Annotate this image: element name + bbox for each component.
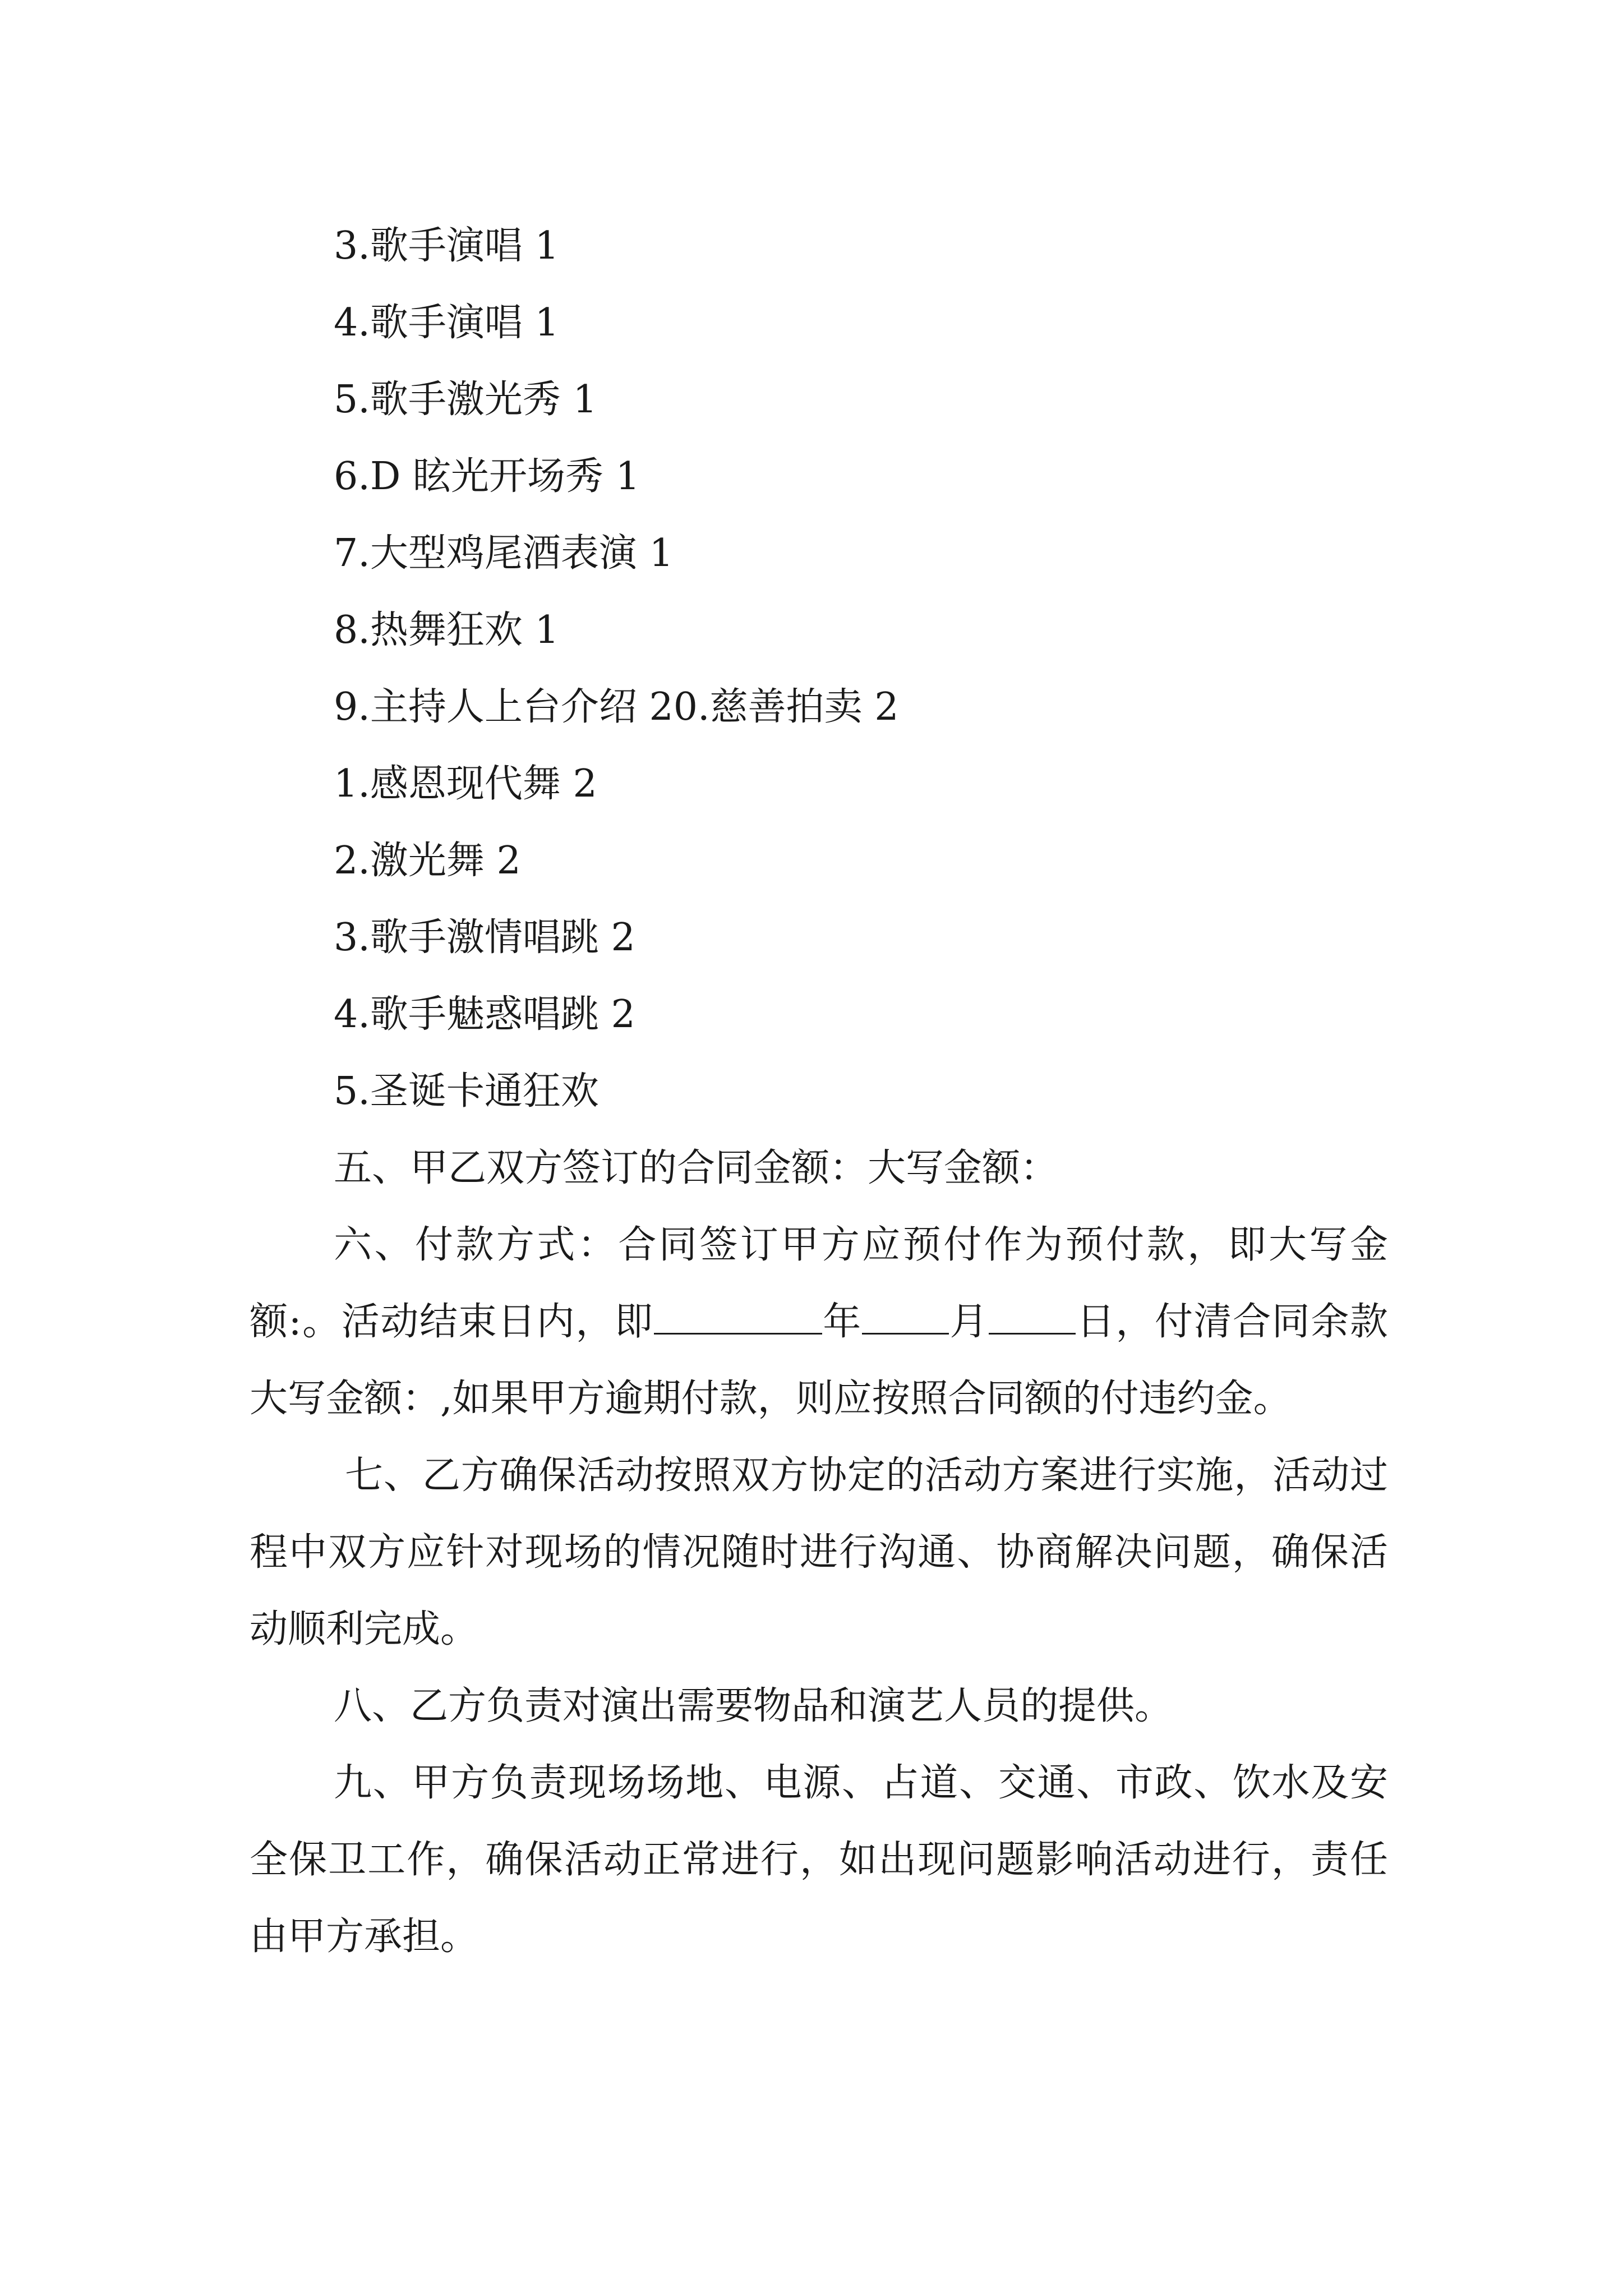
month-blank bbox=[862, 1298, 949, 1335]
clause-7-implementation: 七、乙方确保活动按照双方协定的活动方案进行实施，活动过程中双方应针对现场的情况随时进行沟通、协商解决问题，确保活动顺利完成。 bbox=[250, 1453, 1388, 1651]
program-item: 4.歌手魅惑唱跳 2 bbox=[334, 992, 635, 1037]
document-body bbox=[250, 208, 1388, 1975]
program-item: 3.歌手激情唱跳 2 bbox=[334, 915, 635, 960]
program-item: 7.大型鸡尾酒表演 1 bbox=[334, 531, 674, 576]
clause-9-party-a-duties: 九、甲方负责现场场地、电源、占道、交通、市政、饮水及安全保卫工作，确保活动正常进行，如出现问题影响活动进行，责任由甲方承担。 bbox=[250, 1761, 1388, 1959]
program-item: 2.激光舞 2 bbox=[334, 839, 521, 883]
program-item: 6.D 眩光开场秀 1 bbox=[334, 454, 640, 499]
program-item: 5.歌手激光秀 1 bbox=[334, 378, 597, 422]
program-item: 3.歌手演唱 1 bbox=[334, 224, 559, 268]
program-item: 9.主持人上台介绍 20.慈善拍卖 2 bbox=[334, 685, 899, 729]
clause-5-contract-amount: 五、甲乙双方签订的合同金额：大写金额： bbox=[334, 1146, 1059, 1190]
day-label: 日 bbox=[1076, 1300, 1116, 1344]
year-label: 年 bbox=[822, 1300, 862, 1344]
program-item: 8.热舞狂欢 1 bbox=[334, 608, 559, 652]
program-item: 4.歌手演唱 1 bbox=[334, 301, 559, 345]
clause-6-payment-method bbox=[250, 1207, 1388, 1437]
day-blank bbox=[989, 1298, 1076, 1335]
clause-6-text-part1: 六、付款方式：合同签订甲方应预付作为预付款，即大写金额:。活动结束日内，即 bbox=[250, 1223, 1388, 1344]
program-item: 5.圣诞卡通狂欢 bbox=[334, 1069, 599, 1114]
program-item: 1.感恩现代舞 2 bbox=[334, 762, 597, 806]
month-label: 月 bbox=[948, 1300, 989, 1344]
year-blank bbox=[654, 1298, 822, 1335]
clause-8-supplies: 八、乙方负责对演出需要物品和演艺人员的提供。 bbox=[334, 1684, 1173, 1728]
clause-6-text-part2: ，付清合同余款 大写金额：,如果甲方逾期付款，则应按照合同额的付违约金。 bbox=[250, 1300, 1388, 1421]
